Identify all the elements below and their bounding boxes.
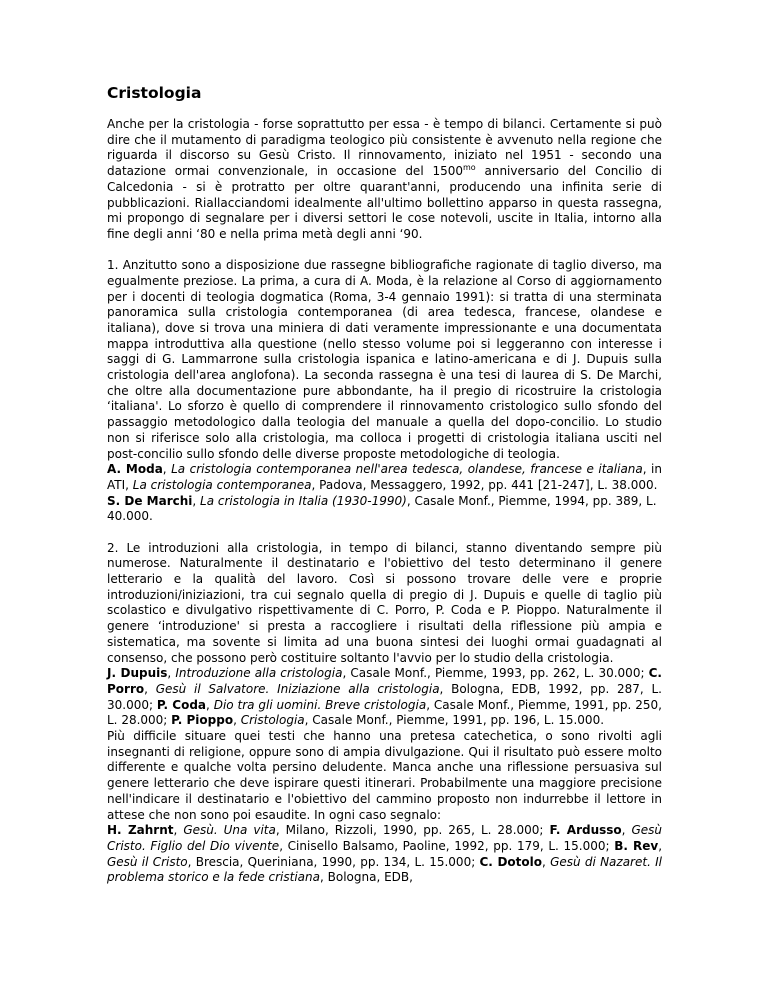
reference-author: P. Pioppo	[171, 713, 234, 728]
reference-title: Introduzione alla cristologia	[175, 666, 343, 681]
reference-title: Gesù Cristo. Figlio del Dio vivente	[107, 823, 663, 853]
reference-title: Gesù. Una vita	[183, 823, 276, 838]
bibliography-list-b: H. Zahrnt, Gesù. Una vita, Milano, Rizzoli, 1990, pp. 265, L. 28.000; F. Ardusso, Gesù Cristo. Figlio del Dio vivente, Cinisello Balsamo, Paoline, 1992, pp. 179, L. 15.000; B. Rev, Gesù il Cristo, Brescia, Queriniana, 1990, pp. 134, L. 15.000; C. Dotolo, Gesù di Nazaret. Il problema storico e la fede cristiana, Bologna, EDB,	[107, 823, 663, 885]
reference-details: , Brescia, Queriniana, 1990, pp. 134, L. 15.000;	[187, 854, 480, 869]
reference-author: H. Zahrnt	[107, 823, 174, 838]
intro-text-2: anniversario del Concilio di Calcedonia - si è protratto per oltre quarant'anni, producendo una infinita serie di pubblicazioni. Riallacciandomi idealmente all'ultimo bollettino apparso in questa rassegna, mi propongo di segnalare per i diversi settori le cose notevoli, uscite in Italia, intorno alla fine degli anni ‘80 e nella prima metà degli anni ‘90.	[107, 164, 662, 241]
reference-separator: ,	[192, 493, 201, 508]
section-1-text: 1. Anzitutto sono a disposizione due rassegne bibliografiche ragionate di taglio diverso, ma egualmente preziose. La prima, a cura di A. Moda, è la relazione al Corso di aggiornamento per i docenti di teologia dogmatica (Roma, 3-4 gennaio 1991): si tratta di una sterminata panoramica sulla cristologia contemporanea (di area tedesca, francese, olandese e italiana), dove si trova una miniera di dati veramente impressionante e una documentata mappa introduttiva alla questione (nello stesso volume poi si leggeranno con interesse i saggi di G. Lammarrone sulla cristologia ispanica e latino-americana e di J. Dupuis sulla cristologia dell'area anglofona). La seconda rassegna è una tesi di laurea di S. De Marchi, che oltre alla documentazione pure abbondante, ha il pregio di ricostruire la cristologia ‘italiana'. Lo sforzo è quello di comprendere il rinnovamento cristologico sullo sfondo del passaggio metodologico dalla teologia del manuale a quella del dopo-concilio. Lo studio non si riferisce solo alla cristologia, ma colloca i progetti di cristologia italiana usciti nel post-concilio sullo sfondo delle diverse proposte metodologiche di teologia.	[107, 258, 662, 461]
reference-middle: , in ATI,	[107, 462, 662, 492]
reference-title: Dio tra gli uomini. Breve cristologia	[213, 697, 427, 712]
reference-details: , Padova, Messaggero, 1992, pp. 441 [21-247], L. 38.000.	[311, 477, 658, 492]
reference-author: C. Porro	[107, 666, 662, 696]
reference-separator: ,	[162, 462, 172, 477]
intro-text-1: Anche per la cristologia - forse soprattutto per essa - è tempo di bilanci. Certamente si può dire che il mutamento di paradigma teologico più consistente è avvenuto nella regione che riguarda il discorso su Gesù Cristo. Il rinnovamento, iniziato nel 1951 - secondo una datazione ormai convenzionale, in occasione del 1500	[107, 117, 662, 179]
reference-details: , Casale Monf., Piemme, 1993, pp. 262, L. 30.000;	[342, 666, 649, 681]
bibliography-entry	[107, 462, 662, 493]
document-page	[107, 83, 662, 902]
section-2-paragraph	[107, 541, 662, 886]
reference-author: A. Moda	[107, 462, 163, 477]
intro-paragraph	[107, 117, 662, 243]
reference-title: La cristologia contemporanea nell'area tedesca, olandese, francese e italiana	[171, 462, 643, 477]
reference-author: S. De Marchi	[107, 493, 193, 508]
reference-collection-title: La cristologia contemporanea	[132, 477, 312, 492]
reference-details: , Bologna, EDB,	[320, 870, 413, 885]
reference-details: , Casale Monf., Piemme, 1991, pp. 250, L. 28.000;	[107, 697, 662, 728]
reference-details: , Cinisello Balsamo, Paoline, 1992, pp. 179, L. 15.000;	[279, 838, 615, 853]
reference-details: , Milano, Rizzoli, 1990, pp. 265, L. 28.000;	[275, 823, 550, 838]
bibliography-entry	[107, 494, 662, 525]
reference-title: Cristologia	[240, 713, 305, 728]
reference-details: , Casale Monf., Piemme, 1991, pp. 196, L. 15.000.	[304, 713, 605, 728]
reference-title: Gesù il Salvatore. Iniziazione alla cristologia	[155, 681, 440, 696]
reference-title: La cristologia in Italia (1930-1990)	[200, 493, 407, 508]
reference-title: Gesù il Cristo	[107, 854, 188, 869]
reference-details: , Casale Monf., Piemme, 1994, pp. 389, L. 40.000.	[107, 493, 657, 524]
reference-author: J. Dupuis	[107, 666, 168, 681]
reference-author: P. Coda	[156, 697, 207, 712]
section-2-text: 2. Le introduzioni alla cristologia, in tempo di bilanci, stanno diventando sempre più numerose. Naturalmente il destinatario e l'obiettivo del testo determinano il genere letterario e la qualità del lavoro. Così si possono trovare delle vere e proprie introduzioni/iniziazioni, tra cui segnalo quella di pregio di J. Dupuis e quelle di taglio più scolastico e divulgativo rispettivamente di C. Porro, P. Coda e P. Pioppo. Naturalmente il genere ‘introduzione' si presta a raccogliere i risultati della riflessione più ampia e sistematica, ma sovente si limita ad una buona sintesi dei luoghi ormai guadagnati al consenso, che possono però costituire soltanto l'avvio per lo studio della cristologia.	[107, 540, 662, 665]
reference-author: B. Rev	[614, 838, 659, 853]
section-1-paragraph	[107, 258, 662, 525]
reference-details: , Bologna, EDB, 1992, pp. 287, L. 30.000;	[107, 681, 662, 712]
section-2-text-continued: Più difficile situare quei testi che hanno una pretesa catechetica, o sono rivolti agli insegnanti di religione, oppure sono di ampia divulgazione. Qui il risultato può essere molto differente e qualche volta persino deludente. Manca anche una riflessione persuasiva sul genere letterario che deve ispirare questi itinerari. Probabilmente una maggiore precisione nell'indicare il destinatario e l'obiettivo del cammino proposto non indurrebbe il lettore in attese che non sono poi esaudite. In ogni caso segnalo:	[107, 729, 662, 822]
page-title: Cristologia	[107, 84, 202, 102]
bibliography-list-a: J. Dupuis, Introduzione alla cristologia, Casale Monf., Piemme, 1993, pp. 262, L. 30.000; C. Porro, Gesù il Salvatore. Iniziazione alla cristologia, Bologna, EDB, 1992, pp. 287, L. 30.000; P. Coda, Dio tra gli uomini. Breve cristologia, Casale Monf., Piemme, 1991, pp. 250, L. 28.000; P. Pioppo, Cristologia, Casale Monf., Piemme, 1991, pp. 196, L. 15.000.	[107, 666, 662, 728]
reference-author: F. Ardusso	[549, 823, 622, 838]
ordinal-superscript: mo	[463, 163, 476, 173]
reference-title: Gesù di Nazaret. Il problema storico e la fede cristiana	[107, 854, 663, 885]
reference-author: C. Dotolo	[479, 854, 543, 869]
